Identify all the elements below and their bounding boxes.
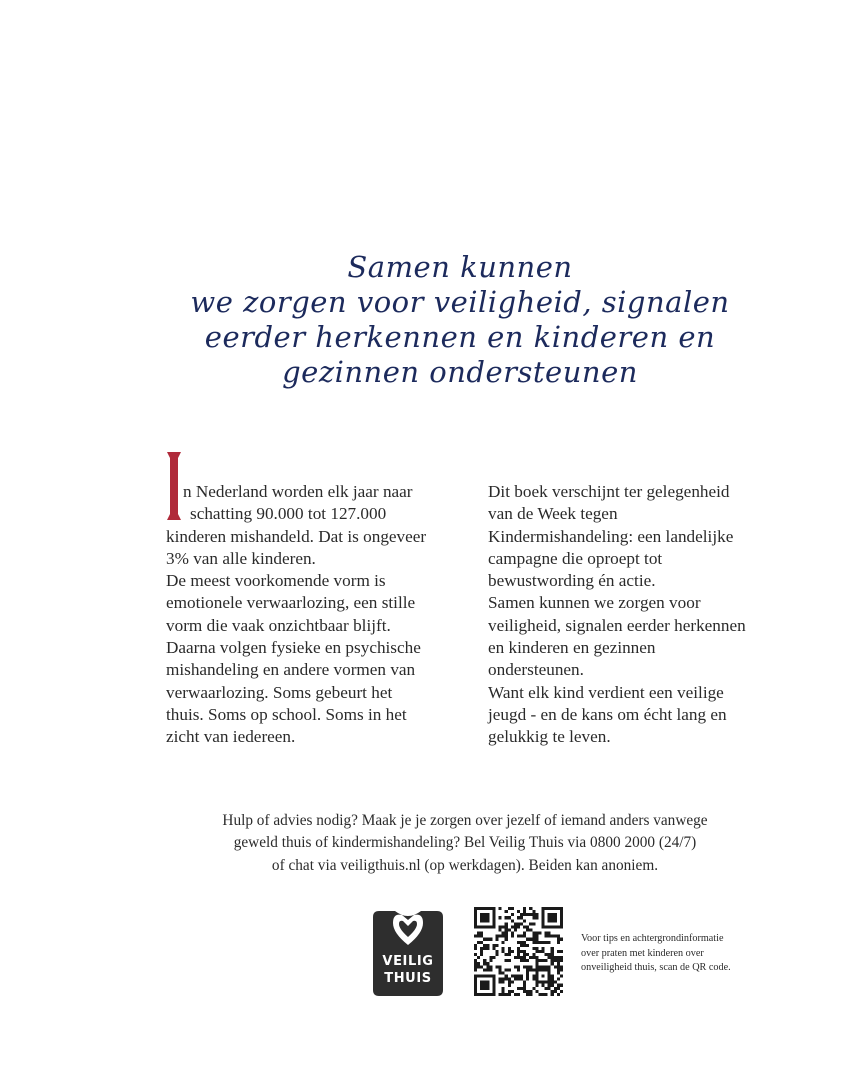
paragraph-line: thuis. Soms op school. Soms in het: [166, 704, 407, 724]
paragraph-line: vorm die vaak onzichtbaar blijft.: [166, 615, 391, 635]
veilig-thuis-logo: [373, 907, 443, 996]
paragraph-line: mishandeling en andere vormen van: [166, 660, 416, 680]
paragraph-line: verwaarlozing. Soms gebeurt het: [166, 682, 393, 702]
headline-line: eerder herkennen en kinderen en: [204, 320, 716, 354]
help-line: geweld thuis of kindermishandeling? Bel Veilig Thuis via 0800 2000 (24/7): [233, 834, 697, 852]
paragraph-line: Daarna volgen fysieke en psychische: [166, 638, 421, 658]
logo-line-1: VEILIG: [382, 954, 434, 969]
qr-note-line: Voor tips en achtergrondinformatie: [581, 933, 724, 944]
paragraph-line: en kinderen en gezinnen: [488, 638, 656, 658]
paragraph-line: ondersteunen.: [488, 660, 584, 680]
paragraph-line: n Nederland worden elk jaar naar: [183, 482, 413, 501]
help-notice: [130, 810, 800, 877]
qr-note-line: over praten met kinderen over: [581, 947, 704, 959]
qr-note-line: onveiligheid thuis, scan de QR code.: [581, 962, 731, 973]
right-column: [488, 481, 778, 749]
paragraph-line: gelukkig te leven.: [488, 727, 611, 747]
paragraph-line: zicht van iedereen.: [166, 727, 296, 747]
paragraph-line: De meest voorkomende vorm is: [166, 571, 386, 591]
left-column: [166, 481, 466, 749]
logo-line-2: THUIS: [384, 971, 432, 986]
paragraph-line: schatting 90.000 tot 127.000: [190, 504, 387, 524]
paragraph-line: kinderen mishandeld. Dat is ongeveer: [166, 526, 427, 546]
paragraph-line: campagne die oproept tot: [488, 548, 663, 568]
paragraph-line: veiligheid, signalen eerder herkennen: [488, 615, 746, 635]
qr-code[interactable]: [474, 907, 563, 996]
headline-line: Samen kunnen: [347, 250, 573, 284]
help-line: of chat via veiligthuis.nl (op werkdagen). Beiden kan anoniem.: [271, 856, 659, 874]
help-line: Hulp of advies nodig? Maak je je zorgen over jezelf of iemand anders vanwege: [222, 812, 708, 829]
headline-line: gezinnen ondersteunen: [282, 355, 638, 389]
paragraph-line: 3% van alle kinderen.: [166, 548, 316, 568]
paragraph-line: Want elk kind verdient een veilige: [488, 682, 724, 702]
paragraph-line: jeugd - en de kans om écht lang en: [488, 704, 727, 724]
headline: [110, 250, 810, 390]
paragraph-line: bewustwording én actie.: [488, 571, 656, 591]
paragraph-line: van de Week tegen: [488, 504, 618, 524]
paragraph-line: Samen kunnen we zorgen voor: [488, 593, 701, 613]
paragraph-line: Dit boek verschijnt ter gelegenheid: [488, 482, 730, 501]
qr-note: [581, 932, 781, 976]
paragraph-line: emotionele verwaarlozing, een stille: [166, 593, 416, 613]
paragraph-line: Kindermishandeling: een landelijke: [488, 526, 734, 546]
headline-line: we zorgen voor veiligheid, signalen: [190, 285, 730, 319]
